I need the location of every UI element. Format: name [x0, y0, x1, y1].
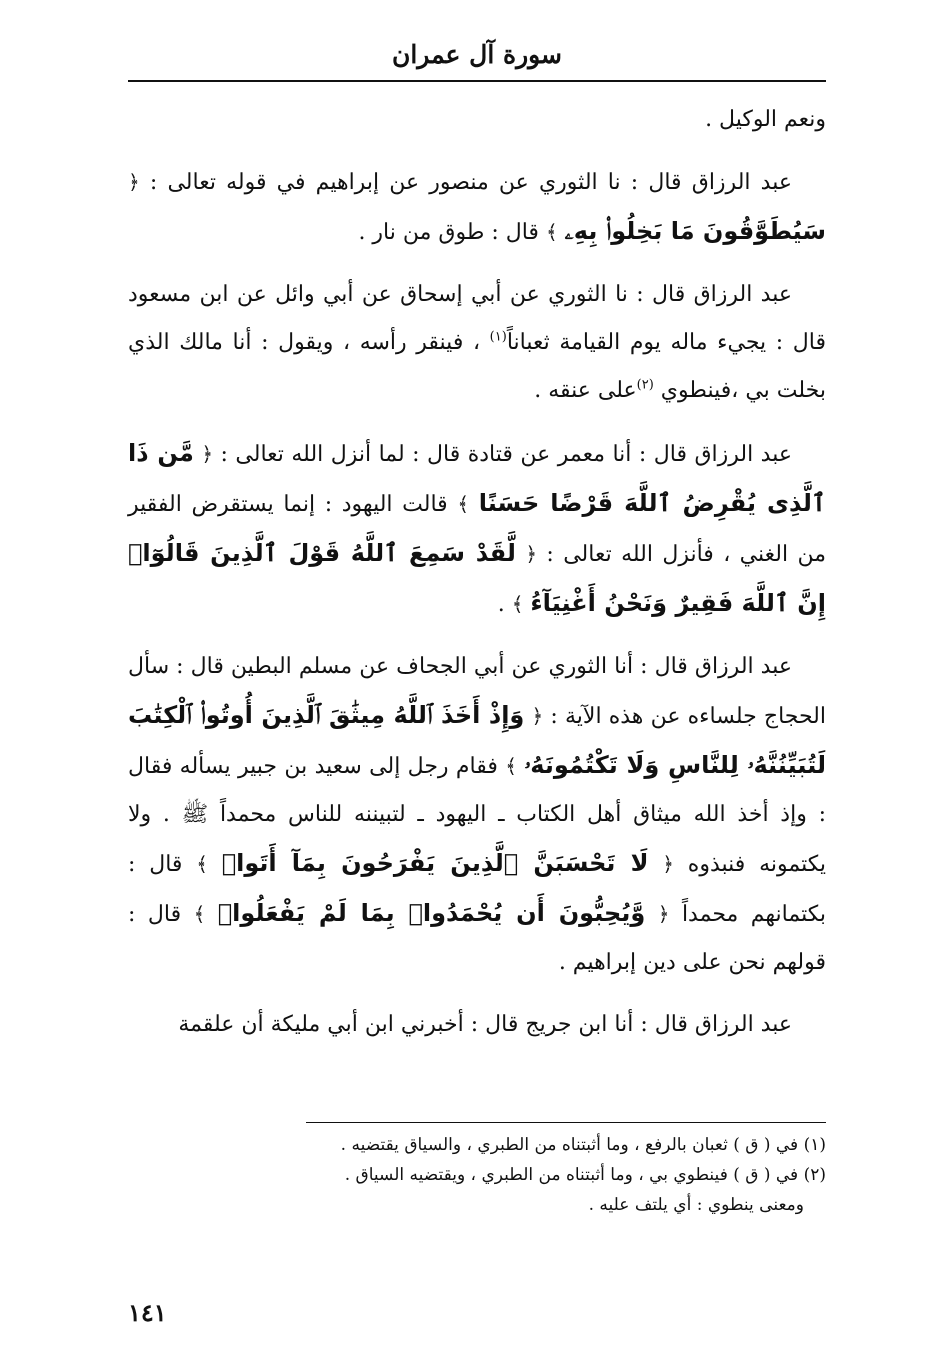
main-text [128, 96, 826, 1049]
paragraph-1-text: ونعم الوكيل . [705, 107, 826, 132]
ornate-bracket-close: ﴾ [511, 592, 524, 616]
footnote-divider [306, 1122, 826, 1123]
paragraph-6-text: عبد الرزاق قال : أنا ابن جريج قال : أخبرني ابن أبي مليكة أن علقمة [178, 1012, 792, 1037]
paragraph-2 [128, 158, 826, 257]
ornate-bracket-close: ﴾ [457, 492, 470, 516]
ornate-bracket-open: ﴿ [531, 704, 544, 728]
ornate-bracket-close: ﴾ [545, 220, 558, 244]
footnote-2-continuation: ومعنى ينطوي : أي يلتف عليه . [588, 1195, 804, 1215]
paragraph-gap [128, 629, 826, 643]
ornate-bracket-open: ﴿ [662, 852, 674, 876]
header-divider [128, 80, 826, 82]
quran-verse: وَّيُحِبُّونَ أَن يُحْمَدُوا۟ بِمَا لَمْ يَفْعَلُوا۟ [217, 899, 646, 927]
paragraph-4 [128, 429, 826, 629]
footnote-ref-1[interactable]: (١) [489, 329, 507, 345]
quran-verse: مَّن ذَا ٱلَّذِى يُقْرِضُ ٱللَّهَ قَرْضًا حَسَنًا [128, 439, 826, 517]
ornate-bracket-close: ﴾ [193, 902, 206, 926]
quran-verse: لَّقَدْ سَمِعَ ٱللَّهُ قَوْلَ ٱلَّذِينَ قَالُوٓا۟ إِنَّ ٱللَّهَ فَقِيرٌ وَنَحْنُ أَغْنِيَآءُ [128, 539, 826, 617]
ornate-bracket-open: ﴿ [128, 170, 140, 194]
paragraph-gap [128, 257, 826, 271]
paragraph-4-text-2: قالت اليهود : إنما يستقرض الفقير من الغني ، فأنزل الله تعالى : [128, 492, 827, 567]
paragraph-3 [128, 271, 826, 415]
paragraph-gap [128, 144, 826, 158]
footnote-ref-2[interactable]: (٢) [636, 377, 654, 393]
quran-verse: سَيُطَوَّقُونَ مَا بَخِلُوا۟ بِهِۦ [564, 217, 826, 245]
paragraph-5-text-3: قال : بكتمانهم محمداً [128, 852, 827, 927]
paragraph-5-text-1: عبد الرزاق قال : أنا الثوري عن أبي الجحاف عن مسلم البطين قال : سأل الحجاج جلساءه عن هذه الآية : [128, 654, 826, 729]
paragraph-3-text-3: على عنقه . [534, 378, 637, 403]
ornate-bracket-close: ﴾ [196, 852, 208, 876]
paragraph-3-text-2: ، فينقر رأسه ، ويقول : أنا مالك الذي بخلت بي ،فينطوي [128, 330, 826, 403]
running-header [128, 30, 826, 80]
quran-verse: وَإِذْ أَخَذَ ٱللَّهُ مِيثَٰقَ ٱلَّذِينَ أُوتُوا۟ ٱلْكِتَٰبَ لَتُبَيِّنُنَّهُۥ لِلنَّاسِ وَلَا تَكْتُمُونَهُۥ [128, 701, 826, 779]
paragraph-2-text-2: قال : طوق من نار . [358, 220, 546, 245]
footnotes [128, 1130, 826, 1220]
paragraph-gap [128, 987, 826, 1001]
paragraph-1 [128, 96, 826, 144]
paragraph-3-text-1: عبد الرزاق قال : نا الثوري عن أبي إسحاق عن أبي وائل عن ابن مسعود قال : يجيء ماله يوم القيامة ثعباناً [128, 282, 826, 355]
footnote-2: (٢) في ( ق ) فينطوي بي ، وما أثبتناه من الطبري ، ويقتضيه السياق . [344, 1165, 826, 1185]
paragraph-5-text-2: فقام رجل إلى سعيد بن جبير يسأله فقال : وإذ أخذ الله ميثاق أهل الكتاب ـ اليهود ـ لتبيننه للناس محمداً ﷺ . ولا يكتمونه فنبذوه [128, 754, 826, 877]
paragraph-5-text-4: قال : قولهم نحن على دين إبراهيم . [128, 902, 826, 975]
ornate-bracket-close: ﴾ [505, 754, 517, 778]
paragraph-2-text-1: عبد الرزاق قال : نا الثوري عن منصور عن إبراهيم في قوله تعالى : [139, 170, 792, 195]
ornate-bracket-open: ﴿ [525, 542, 538, 566]
ornate-bracket-open: ﴿ [657, 902, 670, 926]
paragraph-4-text-3: . [497, 592, 512, 617]
book-page [128, 30, 826, 1330]
paragraph-gap [128, 415, 826, 429]
quran-verse: لَا تَحْسَبَنَّ ٱلَّذِينَ يَفْرَحُونَ بِمَآ أَتَوا۟ [221, 849, 649, 877]
page-number: ١٤١ [128, 1298, 167, 1327]
paragraph-5 [128, 643, 826, 987]
footnote-1: (١) في ( ق ) ثعبان بالرفع ، وما أثبتناه من الطبري ، والسياق يقتضيه . [340, 1135, 826, 1155]
ornate-bracket-open: ﴿ [201, 442, 214, 466]
surah-title: سورة آل عمران [391, 40, 563, 69]
paragraph-6 [128, 1001, 826, 1049]
paragraph-4-text-1: عبد الرزاق قال : أنا معمر عن قتادة قال : لما أنزل الله تعالى : [213, 442, 792, 467]
